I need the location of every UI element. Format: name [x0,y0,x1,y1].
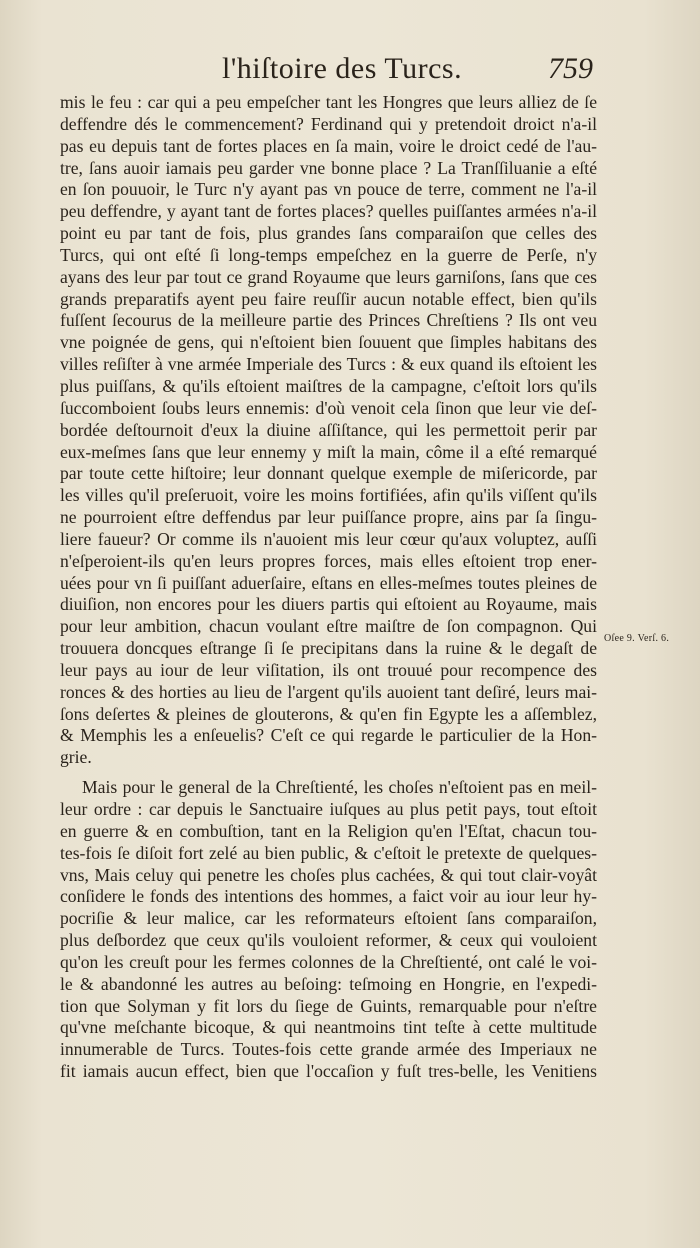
text-line: point eu par tant de fois, plus grandes ſans comparaiſon que celles des [60,223,597,244]
text-line: fit iamais aucun effect, bien que l'occaſion y fuſt tres-belle, les Venitiens [60,1061,597,1082]
text-line: bordée deſtournoit d'eux la diuine aſſiſtance, qui les permettoit perir par [60,419,597,440]
text-line: Mais pour le general de la Chreſtienté, les choſes n'eſtoient pas en meil- [82,777,597,798]
text-line: leur ordre : car depuis le Sanctuaire iuſques au plus petit pays, tout eſtoit [60,799,597,819]
text-line: trouuera doncques eſtrange ſi ſe precipitans dans la ruine & le degaſt de [60,638,597,659]
text-line: qu'vne meſchante bicoque, & qui neantmoins tint teſte à cette multitude [60,1017,597,1038]
running-title: l'hiſtoire des Turcs. [222,52,463,85]
text-line: ne pourroient eſtre deffendus par leur puiſſance propre, ains par ſa ſingu- [60,507,597,528]
body-text [60,92,597,1083]
text-line: par toute cette hiſtoire; leur donnant quelque exemple de miſericorde, par [60,463,597,484]
text-line: vne poignée de gens, qui n'eſtoient bien ſouuent que ſimples habitans des [60,332,597,353]
text-line: pocriſie & leur malice, car les reformateurs eſtoient ſans comparaiſon, [60,908,597,929]
text-line: diuiſion, non encores pour les diuers partis qui eſtoient au Royaume, mais [60,594,597,615]
text-line: tion que Solyman y fit lors du ſiege de Guints, remarquable pour n'eſtre [60,995,597,1016]
text-line: uées pour vn ſi puiſſant aduerſaire, eſtans en elles-meſmes toutes pleines de [60,572,597,593]
text-line: plus deſbordez que ceux qu'ils vouloient reformer, & ceux qui vouloient [60,930,597,951]
text-line: innumerable de Turcs. Toutes-fois cette grande armée des Imperiaux ne [60,1039,597,1060]
text-line: tes-fois ſe diſoit fort zelé au bien public, & c'eſtoit le pretexte de quelques- [60,842,597,863]
paragraph-1 [60,92,597,769]
text-line: n'eſperoient-ils qu'en leurs propres forces, mais elles eſtoient trop ener- [60,550,597,571]
text-line: pour leur ambition, chacun voulant eſtre maiſtre de ſon compagnon. Qui [60,616,597,637]
paragraph-gap [60,769,597,777]
margin-note: Oſee 9. Verſ. 6. [604,633,670,644]
page-header [0,52,700,92]
text-line: le & abandonné les autres au beſoing: teſmoing en Hongrie, en l'expedi- [60,973,597,994]
text-line: en ſon pouuoir, le Turc n'y ayant pas vn pouce de terre, comment ne l'a-il [60,179,597,200]
text-line: ronces & des horties au lieu de l'argent qu'ils auoient tant deſiré, leurs mai- [60,681,597,702]
text-line: villes reſiſter à vne armée Imperiale des Turcs : & eux quand ils eſtoient les [60,354,597,375]
text-line: plus puiſſans, & qu'ils eſtoient maiſtres de la campagne, c'eſtoit lors qu'ils [60,375,597,396]
text-line: ſons deſertes & pleines de glouterons, & qu'en fin Egypte les a aſſemblez, [60,703,597,724]
text-line: qu'on les creuſt pour les fermes colonnes de la Chreſtienté, ont calé le voi- [60,951,597,972]
text-line: pas eu depuis tant de fortes places en ſa main, voire le droict cedé de l'au- [60,135,597,156]
text-line: en guerre & en combuſtion, tant en la Religion qu'en l'Eſtat, chacun tou- [60,820,597,841]
text-line: vns, Mais celuy qui penetre les choſes plus cachées, & qui tout clair-voyât [60,864,597,885]
text-line: deffendre dés le commencement? Ferdinand qui y pretendoit droict n'a-il [60,113,597,134]
text-line: grie. [60,747,92,768]
text-line: & Memphis les a enſeuelis? C'eſt ce qui regarde le particulier de la Hon- [60,725,597,746]
text-line: conſidere le fonds des intentions des hommes, a faict voir au iour leur hy- [60,886,597,907]
text-line: liere faueur? Or comme ils n'auoient mis leur cœur qu'aux voluptez, auſſi [60,528,597,549]
text-line: ſuccomboient ſoubs leurs ennemis: d'où venoit cela ſinon que leur vie deſ- [60,397,597,418]
text-line: tre, ſans auoir iamais peu garder vne bonne place ? La Tranſſiluanie a eſté [60,157,597,178]
text-line: leur pays au iour de leur viſitation, ils ont trouué pour recompence des [60,659,597,680]
page-number: 759 [548,52,593,85]
text-line: les villes qu'il preſeruoit, voire les moins fortifiées, afin qu'ils viſſent qu'ils [60,485,597,506]
text-line: ayans des leur par tout ce grand Royaume que leurs garniſons, ſans que ces [60,266,597,287]
text-line: fuſſent ſecourus de la meilleure partie des Princes Chreſtiens ? Ils ont veu [60,310,597,331]
text-line: mis le feu : car qui a peu empeſcher tant les Hongres que leurs alliez de ſe [60,92,597,112]
text-line: Turcs, qui ont eſté ſi long-temps empeſchez en la guerre de Perſe, n'y [60,244,597,265]
text-line: eux-meſmes ſans que leur ennemy y miſt la main, côme il a eſté remarqué [60,441,597,462]
paragraph-2 [60,777,597,1083]
text-line: grands preparatifs ayent peu faire reuſſir aucun notable effect, bien qu'ils [60,288,597,309]
text-line: peu deffendre, y ayant tant de fortes places? quelles puiſſantes armées n'a-il [60,201,597,222]
